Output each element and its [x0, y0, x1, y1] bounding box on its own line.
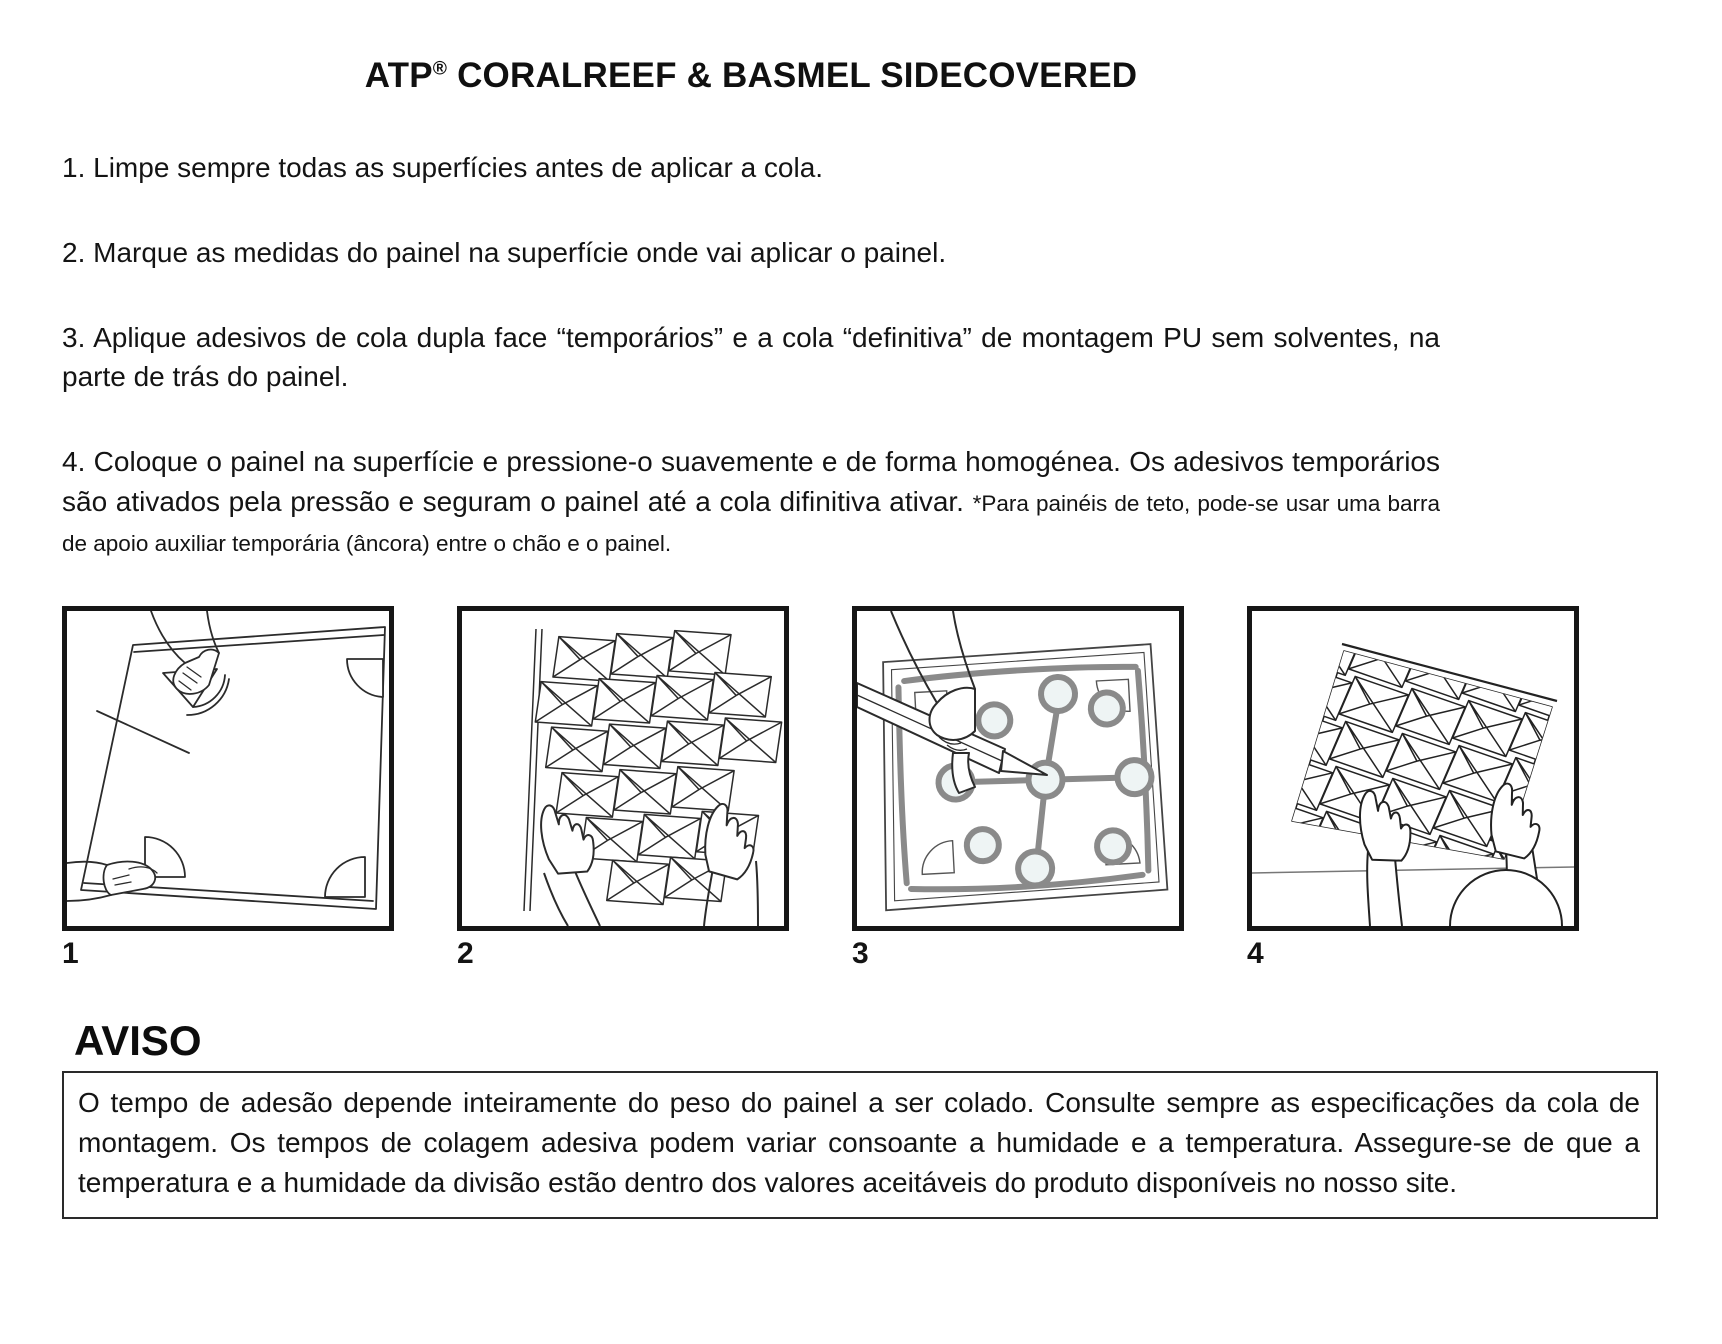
figure-4 [1247, 606, 1579, 971]
figure-row [62, 606, 1660, 971]
figure-1 [62, 606, 394, 971]
figure-2-number: 2 [457, 937, 474, 971]
step-4-text: 4. Coloque o painel na superfície e pressione-o suavemente e de forma homogénea. Os adesivos temporários são ativados pela pressão e seguram o painel até a cola difinitiva ativar. [62, 446, 1440, 517]
warning-text: O tempo de adesão depende inteiramente do peso do painel a ser colado. Consulte sempre as especificações da cola de montagem. Os tempos de colagem adesiva podem variar consoante a humidade e a temperatura. Assegure-se de que a temperatura e a humidade da divisão estão dentro dos valores aceitáveis do produto disponíveis no nosso site. [78, 1087, 1640, 1198]
figure-4-frame [1247, 606, 1579, 931]
step-1: 1. Limpe sempre todas as superfícies antes de aplicar a cola. [62, 152, 824, 183]
warning-box [62, 1071, 1658, 1218]
warning-heading: AVISO [74, 1017, 202, 1065]
figure-2 [457, 606, 789, 971]
step-2: 2. Marque as medidas do painel na superfície onde vai aplicar o painel. [62, 236, 947, 268]
press-panel-illustration-icon [1252, 611, 1574, 926]
figure-3-frame [852, 606, 1184, 931]
figure-4-number: 4 [1247, 937, 1264, 971]
peel-backing-illustration-icon [67, 611, 389, 926]
figure-1-number: 1 [62, 937, 79, 971]
step-3: 3. Aplique adesivos de cola dupla face “temporários” e a cola “definitiva” de montagem PU sem solventes, na parte de trás do painel. [62, 321, 1440, 393]
title-product: CORALREEF & BASMEL SIDECOVERED [447, 56, 1138, 95]
registered-mark: ® [432, 58, 448, 80]
figure-2-frame [457, 606, 789, 931]
figure-3-number: 3 [852, 937, 869, 971]
instruction-steps [62, 148, 1440, 561]
apply-glue-illustration-icon [857, 611, 1179, 926]
figure-3 [852, 606, 1184, 971]
step-4-footnote: *Para painéis de teto, pode-se usar uma barra de apoio auxiliar temporária (âncora) entre o chão e o painel. [62, 490, 1441, 556]
instruction-sheet [0, 56, 1722, 1344]
page-title [62, 56, 1440, 96]
step-4 [62, 442, 1440, 561]
title-brand: ATP [364, 56, 433, 95]
figure-1-frame [62, 606, 394, 931]
hold-panel-illustration-icon [462, 611, 784, 926]
